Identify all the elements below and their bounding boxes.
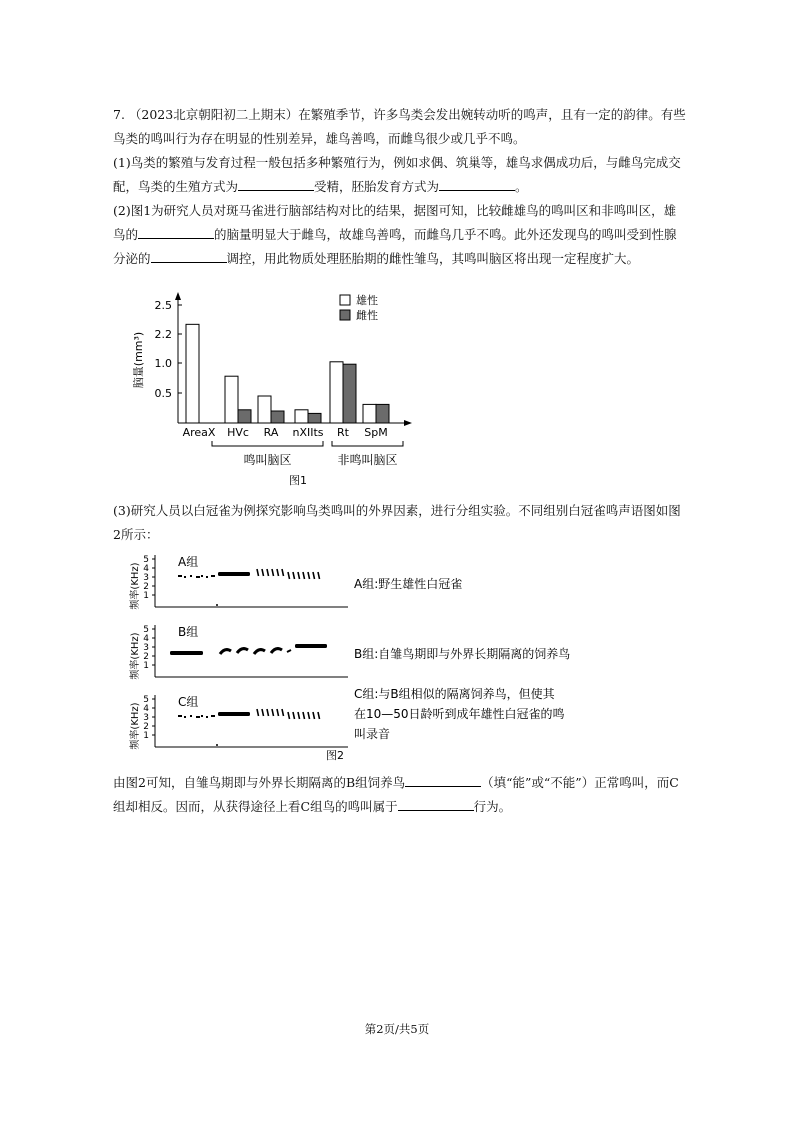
syllable-curve bbox=[271, 649, 282, 653]
syllable-dot bbox=[196, 576, 200, 578]
panel-y-label: 频率(KHz) bbox=[130, 562, 141, 610]
panel-description-line: C组:与B组相似的隔离饲养鸟，但使其 bbox=[354, 687, 555, 701]
syllable-tick bbox=[267, 569, 269, 576]
question-part-2 bbox=[113, 199, 688, 271]
bar-male-SpM bbox=[363, 404, 376, 423]
answer-blank-3[interactable] bbox=[138, 224, 214, 239]
panel-description: A组:野生雄性白冠雀 bbox=[354, 577, 463, 591]
bar-chart bbox=[120, 290, 420, 490]
panel-name: C组 bbox=[178, 695, 199, 709]
syllable-dot bbox=[178, 715, 182, 717]
syllable-tick bbox=[282, 569, 284, 576]
syllable-dot bbox=[178, 575, 182, 577]
x-tick-label: HVc bbox=[227, 426, 249, 439]
syllable-tick bbox=[257, 569, 259, 576]
x-tick-label: nXIIts bbox=[292, 426, 324, 439]
panel-y-tick-label: 5 bbox=[143, 625, 149, 635]
syllable-tick bbox=[288, 712, 290, 719]
panel-y-tick-label: 3 bbox=[143, 713, 149, 723]
answer-blank-2[interactable] bbox=[439, 176, 515, 191]
syllable-tick bbox=[303, 572, 305, 579]
syllable-tick bbox=[267, 709, 269, 716]
x-tick-label: Rt bbox=[337, 426, 349, 439]
part2-text-a: (2)图1为研究人员对斑马雀进行脑部结构对比的结果，据图可知，比较雌雄鸟的鸣叫区和非鸣叫区，雄鸟的 bbox=[113, 203, 677, 242]
part1-text-a: (1)鸟类的繁殖与发育过程一般包括多种繁殖行为，例如求偶、筑巢等，雄鸟求偶成功后，与雌鸟完成交配，鸟类的生殖方式为 bbox=[113, 155, 681, 194]
group-bracket bbox=[212, 441, 323, 446]
syllable-tick bbox=[288, 572, 290, 579]
syllable-dot bbox=[211, 575, 215, 577]
legend-swatch bbox=[340, 310, 350, 320]
syllable-tick bbox=[313, 572, 315, 579]
part1-text-b: 受精，胚胎发育方式为 bbox=[314, 179, 440, 194]
syllable-tick bbox=[262, 569, 264, 576]
group-label: 非鸣叫脑区 bbox=[337, 453, 398, 467]
syllable-tick bbox=[282, 709, 284, 716]
y-tick-label: 2.2 bbox=[154, 328, 172, 341]
panel-y-label: 频率(KHz) bbox=[130, 702, 141, 750]
bar-female-Rt bbox=[343, 364, 356, 423]
noise-dot bbox=[216, 604, 218, 606]
panel-y-tick-label: 5 bbox=[143, 695, 149, 705]
syllable-tick bbox=[318, 712, 320, 719]
question-part-1 bbox=[113, 151, 688, 199]
syllable-curve bbox=[220, 650, 231, 654]
answer-blank-4[interactable] bbox=[151, 248, 227, 263]
syllable-tick bbox=[272, 709, 274, 716]
panel-y-tick-label: 1 bbox=[143, 661, 149, 671]
panel-name: A组 bbox=[178, 555, 199, 569]
figure-1 bbox=[120, 290, 420, 494]
syllable-tick bbox=[308, 572, 310, 579]
group-bracket bbox=[332, 441, 403, 446]
y-tick-label: 1.0 bbox=[154, 357, 172, 370]
syllable-tick bbox=[313, 712, 315, 719]
syllable-tick bbox=[293, 572, 295, 579]
bar-female-HVc bbox=[238, 410, 251, 423]
bar-male-RA bbox=[258, 396, 271, 423]
legend-label: 雄性 bbox=[356, 294, 378, 307]
x-tick-label: AreaX bbox=[182, 426, 216, 439]
y-axis-arrow bbox=[175, 292, 181, 300]
question-part-4 bbox=[113, 771, 688, 819]
panel-y-tick-label: 3 bbox=[143, 643, 149, 653]
answer-blank-6[interactable] bbox=[398, 796, 474, 811]
x-axis-arrow bbox=[404, 420, 412, 426]
question-intro: 7. （2023北京朝阳初二上期末）在繁殖季节，许多鸟类会发出婉转动听的鸣声，且有一定的韵律。有些鸟类的鸣叫行为存在明显的性别差异，雄鸟善鸣，而雌鸟很少或几乎不鸣。 bbox=[113, 107, 686, 146]
syllable-tick bbox=[277, 709, 279, 716]
bar-female-nXIIts bbox=[308, 413, 321, 423]
panel-y-tick-label: 2 bbox=[143, 582, 149, 592]
panel-y-tick-label: 4 bbox=[143, 634, 149, 644]
syllable-bar bbox=[218, 572, 250, 576]
part4-text-c: 行为。 bbox=[473, 799, 512, 814]
syllable-tick bbox=[298, 572, 300, 579]
legend-label: 雌性 bbox=[356, 309, 378, 322]
panel-description-line: 在10—50日龄听到成年雄性白冠雀的鸣 bbox=[354, 707, 565, 721]
syllable-tick bbox=[293, 712, 295, 719]
syllable-dot bbox=[211, 715, 215, 717]
syllable-dot bbox=[196, 716, 200, 718]
panel-y-tick-label: 2 bbox=[143, 652, 149, 662]
panel-y-tick-label: 1 bbox=[143, 731, 149, 741]
y-tick-label: 2.5 bbox=[154, 299, 172, 312]
spectrogram-panel bbox=[128, 686, 565, 750]
spectrogram-panel bbox=[128, 555, 462, 610]
bar-female-RA bbox=[271, 411, 284, 423]
y-axis-label: 脑量(mm³) bbox=[132, 331, 145, 389]
syllable-tick bbox=[257, 709, 259, 716]
syllable-tick bbox=[318, 572, 320, 579]
panel-y-tick-label: 2 bbox=[143, 722, 149, 732]
syllable-dot bbox=[206, 716, 208, 718]
figure-2 bbox=[120, 545, 600, 769]
part4-text-b: （填“能”或“不能”）正常鸣叫，而C组却相反。因而，从获得途径上看C组鸟的鸣叫属于 bbox=[113, 775, 679, 814]
syllable-tick bbox=[298, 712, 300, 719]
panel-y-tick-label: 1 bbox=[143, 591, 149, 601]
part2-text-b: 的脑量明显大于雌鸟，故雄鸟善鸣，而雌鸟几乎不鸣。此外还发现鸟的鸣叫受到性腺分泌的 bbox=[113, 227, 677, 266]
y-tick-label: 0.5 bbox=[154, 387, 172, 400]
part2-text-c: 调控，用此物质处理胚胎期的雌性雏鸟，其鸣叫脑区将出现一定程度扩大。 bbox=[226, 251, 640, 266]
syllable-tick bbox=[308, 712, 310, 719]
bar-male-HVc bbox=[225, 376, 238, 423]
part1-text-c: 。 bbox=[515, 179, 528, 194]
answer-blank-1[interactable] bbox=[238, 176, 314, 191]
panel-y-tick-label: 4 bbox=[143, 564, 149, 574]
figure-1-caption: 图1 bbox=[289, 474, 307, 487]
figure-2-caption: 图2 bbox=[326, 749, 344, 762]
bar-female-SpM bbox=[376, 404, 389, 423]
panel-y-tick-label: 4 bbox=[143, 704, 149, 714]
syllable-dot bbox=[190, 715, 192, 717]
answer-blank-5[interactable] bbox=[405, 772, 481, 787]
x-tick-label: RA bbox=[263, 426, 279, 439]
syllable-dot bbox=[190, 575, 192, 577]
page-footer: 第2页/共5页 bbox=[364, 1022, 430, 1036]
bar-male-AreaX bbox=[186, 324, 199, 423]
legend-swatch bbox=[340, 295, 350, 305]
syllable-dot bbox=[184, 716, 186, 718]
syllable-dash bbox=[287, 650, 291, 652]
panel-name: B组 bbox=[178, 625, 199, 639]
panel-y-tick-label: 5 bbox=[143, 555, 149, 565]
syllable-curve bbox=[254, 650, 265, 654]
syllable-tick bbox=[262, 709, 264, 716]
part4-text-a: 由图2可知，自雏鸟期即与外界长期隔离的B组饲养鸟 bbox=[113, 775, 406, 790]
panel-description-line: 叫录音 bbox=[354, 727, 391, 741]
syllable-bar bbox=[218, 712, 250, 716]
spectrogram-panel bbox=[128, 625, 570, 680]
noise-dot bbox=[216, 744, 218, 746]
panel-y-tick-label: 3 bbox=[143, 573, 149, 583]
syllable-dot bbox=[184, 576, 186, 578]
syllable-curve bbox=[237, 649, 248, 653]
syllable-dot bbox=[206, 576, 208, 578]
panel-description: B组:自雏鸟期即与外界长期隔离的饲养鸟 bbox=[354, 647, 571, 661]
syllable-bar bbox=[170, 651, 203, 655]
syllable-dot bbox=[201, 575, 203, 577]
group-label: 鸣叫脑区 bbox=[243, 453, 292, 467]
bar-male-Rt bbox=[330, 362, 343, 423]
panel-y-label: 频率(KHz) bbox=[130, 632, 141, 680]
x-tick-label: SpM bbox=[364, 426, 388, 439]
syllable-tick bbox=[303, 712, 305, 719]
syllable-bar bbox=[295, 644, 327, 648]
syllable-tick bbox=[277, 569, 279, 576]
syllable-tick bbox=[272, 569, 274, 576]
syllable-dot bbox=[201, 715, 203, 717]
spectrogram-figure bbox=[120, 545, 600, 765]
question-part-3: (3)研究人员以白冠雀为例探究影响鸟类鸣叫的外界因素，进行分组实验。不同组别白冠雀鸣声语图如图2所示： bbox=[113, 503, 681, 542]
bar-male-nXIIts bbox=[295, 410, 308, 423]
